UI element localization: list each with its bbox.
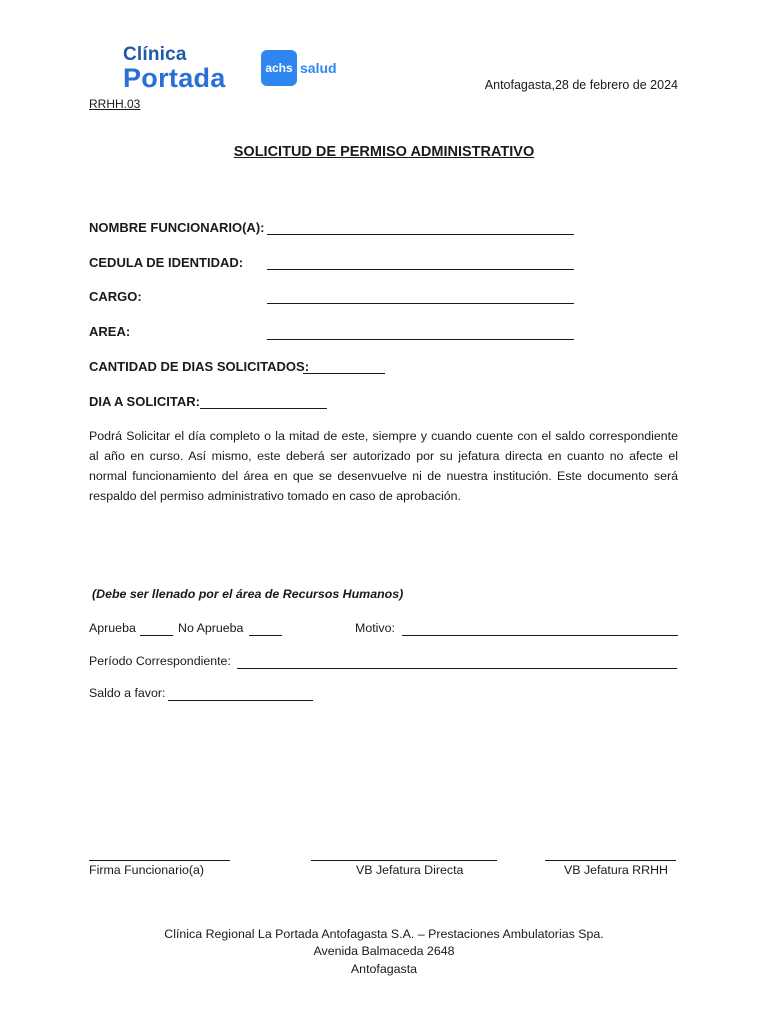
saldo-label: Saldo a favor: [89,686,166,700]
field-label-cedula: CEDULA DE IDENTIDAD: [89,255,244,270]
clinica-logo-line1: Clínica [123,44,187,65]
achs-logo-badge: achs [261,50,297,86]
signature-label-rrhh: VB Jefatura RRHH [564,863,668,877]
signature-label-funcionario: Firma Funcionario(a) [89,863,204,877]
aprueba-label: Aprueba [89,621,136,635]
field-line-cedula[interactable] [267,269,574,270]
field-label-cantidad: CANTIDAD DE DIAS SOLICITADOS: [89,359,310,374]
no-aprueba-label: No Aprueba [178,621,244,635]
date-line: Antofagasta,28 de febrero de 2024 [484,78,678,92]
field-label-area: AREA: [89,324,131,339]
motivo-label: Motivo: [355,621,395,635]
document-title: SOLICITUD DE PERMISO ADMINISTRATIVO [233,144,535,160]
signature-line-rrhh[interactable] [545,860,676,861]
document-code: RRHH.03 [89,97,141,111]
field-label-cargo: CARGO: [89,289,142,304]
policy-paragraph: Podrá Solicitar el día completo o la mitad de este, siempre y cuando cuente con el saldo correspondiente al año en curso. Así mismo, este deberá ser autorizado por su jefatura directa en cuanto no afecte el normal funcionamiento del área en que se desenvuelve ni de nuestra institución. Este documento será respaldo del permiso administrativo tomado en caso de aprobación. [89,429,678,503]
field-line-nombre[interactable] [267,234,574,235]
saldo-line[interactable] [168,700,313,701]
motivo-line[interactable] [402,635,678,636]
signature-line-funcionario[interactable] [89,860,230,861]
periodo-line[interactable] [237,668,677,669]
field-line-area[interactable] [267,339,574,340]
field-line-cargo[interactable] [267,303,574,304]
field-label-nombre: NOMBRE FUNCIONARIO(A): [89,220,265,235]
signature-label-jefatura: VB Jefatura Directa [356,863,464,877]
achs-logo-word: salud [300,60,337,76]
field-line-cantidad[interactable] [303,373,385,374]
no-aprueba-line[interactable] [249,635,282,636]
field-line-dia[interactable] [200,408,327,409]
aprueba-line[interactable] [140,635,173,636]
footer-line2: Avenida Balmaceda 2648 [313,944,455,958]
rrhh-note: (Debe ser llenado por el área de Recursos Humanos) [92,587,404,601]
footer-line3: Antofagasta [350,962,418,976]
footer-line1: Clínica Regional La Portada Antofagasta S.A. – Prestaciones Ambulatorias Spa. [164,927,604,941]
periodo-label: Período Correspondiente: [89,654,231,668]
field-label-dia: DIA A SOLICITAR: [89,394,200,409]
clinica-logo-line2: Portada [123,63,226,93]
signature-line-jefatura[interactable] [311,860,497,861]
